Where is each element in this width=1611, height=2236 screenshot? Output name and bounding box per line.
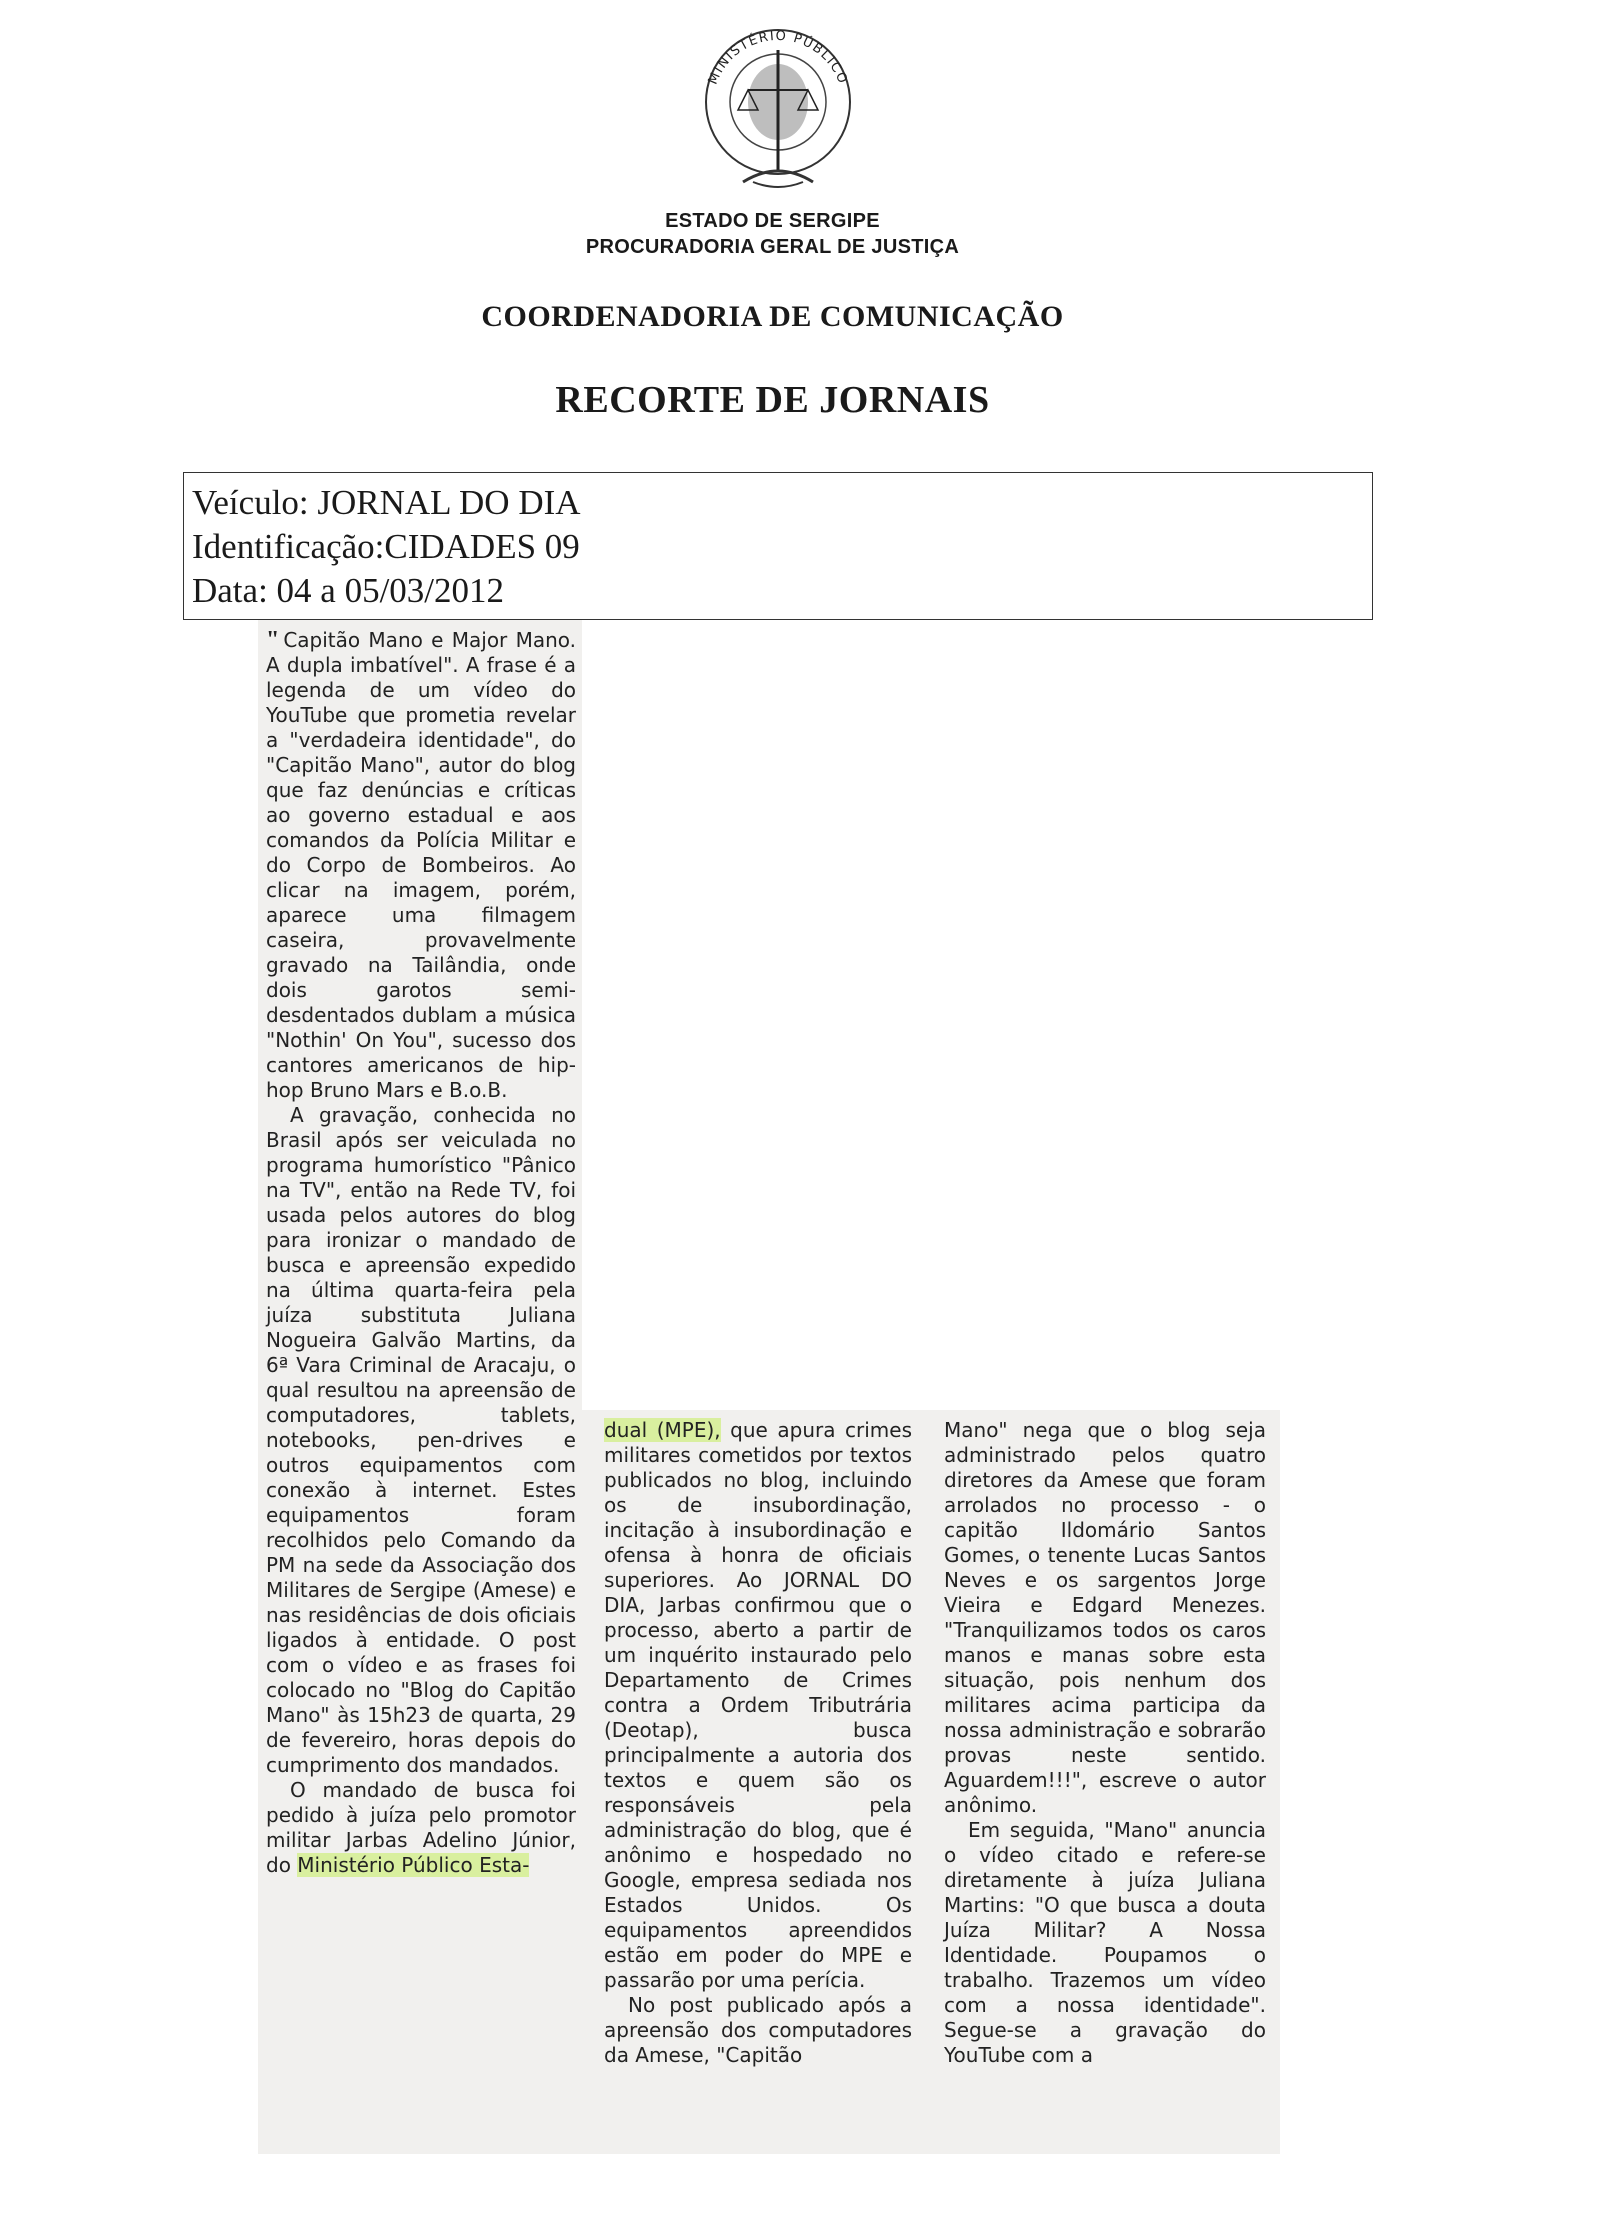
highlighted-text: dual (MPE),	[604, 1418, 721, 1442]
agency-name: PROCURADORIA GERAL DE JUSTIÇA	[585, 236, 960, 258]
highlighted-text: Ministério Público Esta-	[297, 1853, 530, 1877]
article-column-3	[944, 1418, 1266, 2068]
section-title: RECORTE DE JORNAIS	[555, 379, 990, 421]
veiculo-line: Veículo: JORNAL DO DIA	[192, 483, 581, 522]
opening-quote: "	[266, 627, 280, 653]
article-paragraph: Mano" nega que o blog seja administrado pelos quatro diretores da Amese que foram arrolados no processo - o capitão Ildomário Santos Gomes, o tenente Lucas Santos Neves e os sargentos Jorge Vieira e Edgard Menezes. "Tranquilizamos todos os caros manos e manas sobre esta situação, pois nenhum dos militares acima participa da nossa administração e sobrarão provas neste sentido. Aguardem!!!", escreve o autor anônimo.	[944, 1418, 1266, 1817]
state-name: ESTADO DE SERGIPE	[665, 210, 880, 232]
article-paragraph	[604, 1418, 912, 1993]
paragraph-text: que apura crimes militares cometidos por textos publicados no blog, incluindo os de insubordinação, incitação à insubordinação e ofensa à honra de oficiais superiores. Ao JORNAL DO DIA, Jarbas confirmou que o processo, aberto a partir de um inquérito instaurado pelo Departamento de Crimes contra a Ordem Tributrária (Deotap), busca principalmente a autoria dos textos e quem são os responsáveis pela administração do blog, que é anônimo e hospedado no Google, empresa sediada nos Estados Unidos. Os equipamentos apreendidos estão em poder do MPE e passarão por uma perícia.	[604, 1418, 912, 1992]
article-column-2	[604, 1418, 912, 2068]
data-line: Data: 04 a 05/03/2012	[192, 571, 505, 610]
article-paragraph	[266, 628, 576, 1103]
paragraph-text: Capitão Mano e Major Mano. A dupla imbatível". A frase é a legenda de um vídeo do YouTube que prometia revelar a "verdadeira identidade", do "Capitão Mano", autor do blog que faz denúncias e críticas ao governo estadual e aos comandos da Polícia Militar e do Corpo de Bombeiros. Ao clicar na imagem, porém, aparece uma filmagem caseira, provavelmente gravado na Tailândia, onde dois garotos semi-desdentados dublam a música "Nothin' On You", sucesso dos cantores americanos de hip-hop Bruno Mars e B.o.B.	[266, 628, 576, 1102]
article-paragraph: A gravação, conhecida no Brasil após ser veiculada no programa humorístico "Pânico na TV", então na Rede TV, foi usada pelos autores do blog para ironizar o mandado de busca e apreensão expedido na última quarta-feira pela juíza substituta Juliana Nogueira Galvão Martins, da 6ª Vara Criminal de Aracaju, o qual resultou na apreensão de computadores, tablets, notebooks, pen-drives e outros equipamentos com conexão à internet. Estes equipamentos foram recolhidos pelo Comando da PM na sede da Associação dos Militares de Sergipe (Amese) e nas residências de dois oficiais ligados à entidade. O post com o vídeo e as frases foi colocado no "Blog do Capitão Mano" às 15h23 de quarta, 29 de fevereiro, horas depois do cumprimento dos mandados.	[266, 1103, 576, 1777]
article-column-1	[266, 628, 576, 1878]
department-title: COORDENADORIA DE COMUNICAÇÃO	[481, 300, 1064, 333]
ministerio-publico-seal-icon	[683, 10, 873, 200]
paragraph-text: O mandado de busca foi pedido à juíza pelo promotor militar Jarbas Adelino Júnior, do	[266, 1778, 576, 1877]
svg-text:MINISTÉRIO PÚBLICO: MINISTÉRIO PÚBLICO	[705, 28, 851, 87]
article-paragraph: Em seguida, "Mano" anuncia o vídeo citado e refere-se diretamente à juíza Juliana Martins: "O que busca a douta Juíza Militar? A Nossa Identidade. Poupamos o trabalho. Trazemos um vídeo com a nossa identidade". Segue-se a gravação do YouTube com a	[944, 1818, 1266, 2067]
article-paragraph: No post publicado após a apreensão dos computadores da Amese, "Capitão	[604, 1993, 912, 2067]
info-box	[183, 472, 1373, 620]
identificacao-line: Identificação:CIDADES 09	[192, 527, 580, 566]
article-paragraph	[266, 1778, 576, 1878]
